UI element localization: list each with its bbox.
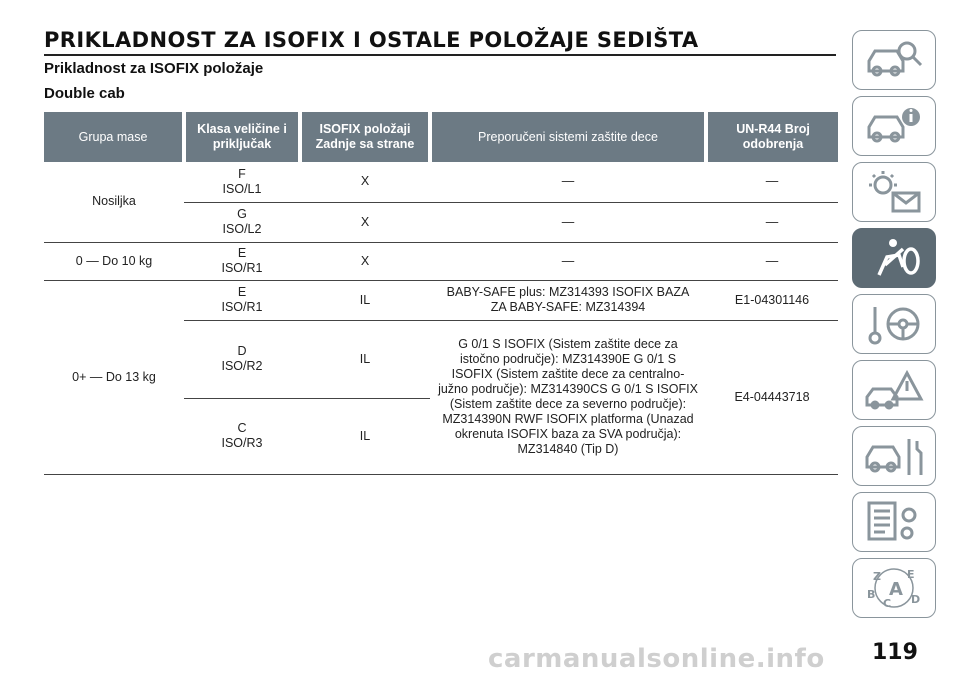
tab-car-info[interactable] [852, 96, 936, 156]
position-cell: IL [300, 280, 430, 320]
table-row [44, 242, 838, 280]
table-row [44, 162, 838, 202]
approval-cell: — [706, 242, 838, 280]
tab-car-tools[interactable] [852, 426, 936, 486]
svg-text:E: E [907, 568, 915, 581]
car-search-icon [863, 37, 925, 83]
group-cell: 0+ — Do 13 kg [44, 280, 184, 474]
isofix-table [44, 112, 838, 475]
position-cell: IL [300, 320, 430, 398]
system-cell: — [430, 162, 706, 202]
position-cell: IL [300, 398, 430, 474]
tab-car-search[interactable] [852, 30, 936, 90]
key-steering-icon [863, 301, 925, 347]
approval-cell: E4-04443718 [706, 320, 838, 474]
system-cell: — [430, 242, 706, 280]
page-number: 119 [872, 640, 918, 665]
tab-specs[interactable] [852, 492, 936, 552]
position-cell: X [300, 242, 430, 280]
approval-cell: — [706, 202, 838, 242]
header-approval: UN-R44 Broj odobrenja [706, 112, 838, 162]
system-cell: BABY-SAFE plus: MZ314393 ISOFIX BAZA ZA BABY-SAFE: MZ314394 [430, 280, 706, 320]
car-warning-icon [863, 367, 925, 413]
tab-key-steering[interactable] [852, 294, 936, 354]
car-tools-icon [863, 433, 925, 479]
svg-text:D: D [911, 593, 921, 606]
approval-cell: — [706, 162, 838, 202]
page-title: PRIKLADNOST ZA ISOFIX I OSTALE POLOŽAJE SEDIŠTA [44, 28, 836, 56]
table-row [44, 280, 838, 320]
size-class-cell: G ISO/L2 [184, 202, 300, 242]
system-cell: — [430, 202, 706, 242]
position-cell: X [300, 202, 430, 242]
size-class-cell: D ISO/R2 [184, 320, 300, 398]
size-class-cell: E ISO/R1 [184, 242, 300, 280]
chapter-tabs [852, 30, 938, 624]
position-cell: X [300, 162, 430, 202]
tab-alphabet-index[interactable] [852, 558, 936, 618]
group-cell: Nosiljka [44, 162, 184, 242]
variant-heading: Double cab [44, 85, 125, 102]
header-size-class: Klasa veličine i priključak [184, 112, 300, 162]
tab-seat-airbag[interactable] [852, 228, 936, 288]
seat-airbag-icon [863, 235, 925, 281]
car-info-icon [863, 103, 925, 149]
svg-text:C: C [883, 597, 892, 610]
group-cell: 0 — Do 10 kg [44, 242, 184, 280]
alphabet-index-icon [863, 565, 925, 611]
svg-text:Z: Z [873, 570, 881, 583]
section-subtitle: Prikladnost za ISOFIX položaje [44, 60, 264, 77]
specs-gears-icon [863, 499, 925, 545]
tab-car-warning[interactable] [852, 360, 936, 420]
header-isofix-position: ISOFIX položaji Zadnje sa strane [300, 112, 430, 162]
size-class-cell: E ISO/R1 [184, 280, 300, 320]
size-class-cell: C ISO/R3 [184, 398, 300, 474]
warning-lights-icon [863, 169, 925, 215]
header-mass-group: Grupa mase [44, 112, 184, 162]
table-header-row [44, 112, 838, 162]
size-class-cell: F ISO/L1 [184, 162, 300, 202]
header-systems: Preporučeni sistemi zaštite dece [430, 112, 706, 162]
svg-text:B: B [867, 588, 876, 601]
svg-text:A: A [889, 579, 903, 600]
approval-cell: E1-04301146 [706, 280, 838, 320]
tab-warning-lights[interactable] [852, 162, 936, 222]
system-cell: G 0/1 S ISOFIX (Sistem zaštite dece za istočno područje): MZ314390E G 0/1 S ISOFIX (Sistem zaštite dece za centralno-južno područje): MZ314390CS G 0/1 S ISOFIX (Sistem zaštite dece za severno područje): MZ314390N RWF ISOFIX platforma (Unazad okrenuta ISOFIX baza za SVA područja): MZ314840 (Tip D) [430, 320, 706, 474]
watermark: carmanualsonline.info [488, 644, 825, 674]
